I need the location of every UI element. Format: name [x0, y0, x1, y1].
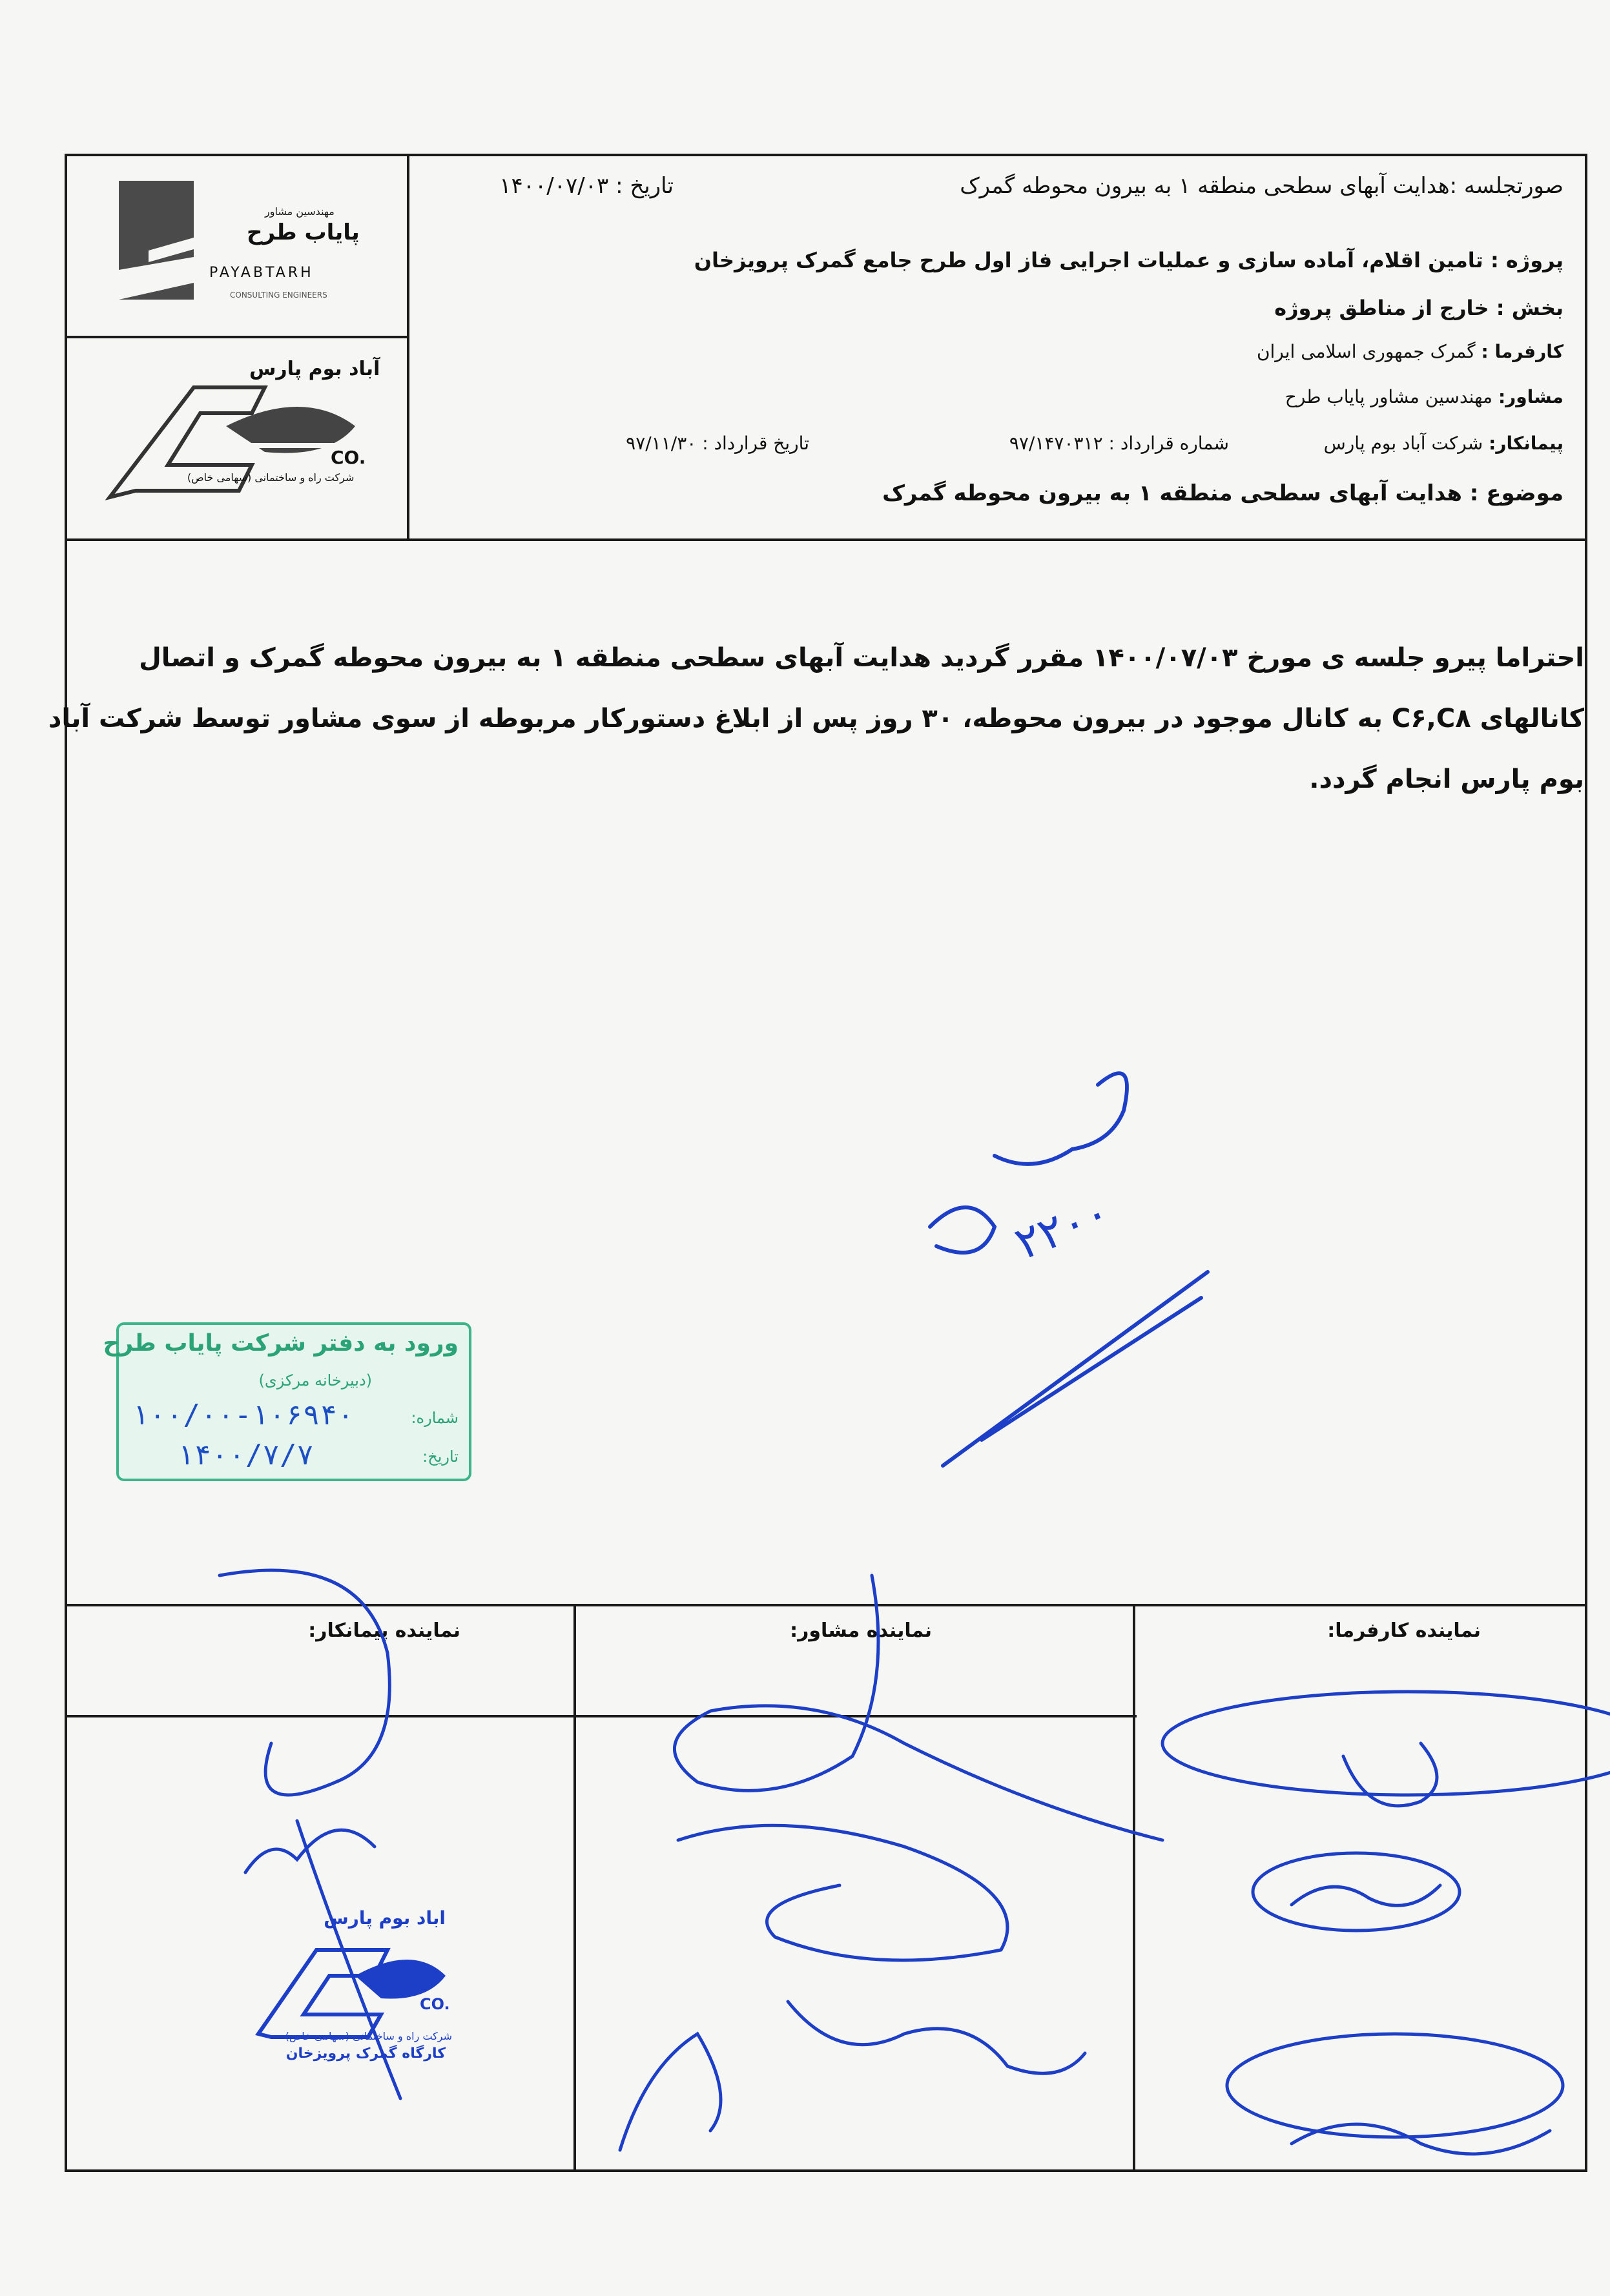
contractor-stamp-line2: شرکت راه و ساختمانی (سهامی خاص) [285, 2030, 452, 2042]
subject-value: هدایت آبهای سطحی منطقه ۱ به بیرون محوطه گمرک [882, 480, 1462, 506]
employer-label: کارفرما : [1481, 341, 1564, 362]
header-date-value: ۱۴۰۰/۰۷/۰۳ [499, 173, 609, 199]
employer-rep-text: نماینده کارفرما: [1327, 1619, 1481, 1642]
consultant-signature-2 [678, 1825, 1007, 1960]
contractor-stamp-co: CO. [420, 1995, 450, 2013]
contract-number-value: ۹۷/۱۴۷۰۳۱۲ [1009, 433, 1103, 454]
abad-sub: شرکت راه و ساختمانی (سهامی خاص) [187, 471, 355, 484]
consultant-value: مهندسین مشاور پایاب طرح [1285, 386, 1493, 407]
payabtarh-fa: پایاب طرح [247, 220, 360, 245]
contract-date-value: ۹۷/۱۱/۳۰ [626, 433, 697, 454]
section-label: بخش : [1496, 296, 1564, 320]
body-line-1-text: احتراما پیرو جلسه ی مورخ ۱۴۰۰/۰۷/۰۳ مقرر گردید هدایت آبهای سطحی منطقه ۱ به بیرون محوطه گمرک و اتصال [139, 643, 1584, 673]
stamp-number-label: شماره: [411, 1409, 459, 1427]
handwritten-number: ۲۲۰۰ [1007, 1184, 1118, 1271]
contractor-value: شرکت آباد بوم پارس [1323, 433, 1483, 454]
payabtarh-fa-small: مهندسین مشاور [265, 205, 335, 218]
project-value: تامین اقلام، آماده سازی و عملیات اجرایی فاز اول طرح جامع گمرک پرویزخان [694, 248, 1483, 272]
abad-fa: آباد بوم پارس [249, 358, 380, 380]
stamp-date-label: تاریخ: [422, 1448, 459, 1466]
employer-signature-1 [1343, 1743, 1437, 1806]
stamp-subtitle: (دبیرخانه مرکزی) [258, 1371, 372, 1389]
contractor-signature [220, 1570, 400, 2098]
employer-signature-oval-3 [1227, 2034, 1563, 2137]
body-line-3-text: بوم پارس انجام گردد. [1309, 764, 1584, 794]
contractor-stamp-line1: اباد بوم پارس [324, 1907, 446, 1929]
body-line-2-text: کانالهای C۶,C۸ به کانال موجود در بیرون محوطه، ۳۰ روز پس از ابلاغ دستورکار مربوطه از سوی مشاور توسط شرکت آباد [48, 704, 1584, 733]
contract-date-label: تاریخ قرارداد : [702, 433, 809, 454]
payabtarh-en: PAYABTARH [209, 265, 314, 281]
header-date-label: تاریخ : [615, 173, 674, 199]
contract-number-label: شماره قرارداد : [1108, 433, 1229, 454]
employer-signature-oval-1 [1162, 1692, 1610, 1795]
contractor-rep-text: نماینده پیمانکار: [308, 1619, 460, 1642]
consultant-signature-1 [674, 1575, 1162, 1840]
contractor-stamp-line3: کارگاه گمرک پرویزخان [285, 2045, 446, 2062]
subject-label: موضوع : [1469, 480, 1564, 506]
payabtarh-en-sub: CONSULTING ENGINEERS [230, 291, 327, 300]
consultant-label: مشاور: [1498, 386, 1564, 407]
stamp-title: ورود به دفتر شرکت پایاب طرح [103, 1330, 459, 1357]
section-value: خارج از مناطق پروژه [1274, 296, 1489, 320]
minutes-title-text: صورتجلسه :هدایت آبهای سطحی منطقه ۱ به بیرون محوطه گمرک [960, 173, 1564, 199]
consultant-rep-text: نماینده مشاور: [790, 1619, 932, 1642]
contractor-label: پیمانکار: [1489, 433, 1564, 454]
stamp-date-value: ۱۴۰۰/۷/۷ [177, 1439, 314, 1471]
stamp-number-value: ۱۰۰/۰۰-۱۰۶۹۴۰ [132, 1399, 355, 1431]
employer-signature-2 [1292, 1885, 1440, 1905]
project-label: پروژه : [1490, 248, 1564, 272]
employer-value: گمرک جمهوری اسلامی ایران [1256, 341, 1476, 362]
consultant-signature-3 [620, 2002, 1085, 2150]
employer-signature-3 [1292, 2124, 1550, 2154]
abad-co: CO. [331, 447, 366, 468]
